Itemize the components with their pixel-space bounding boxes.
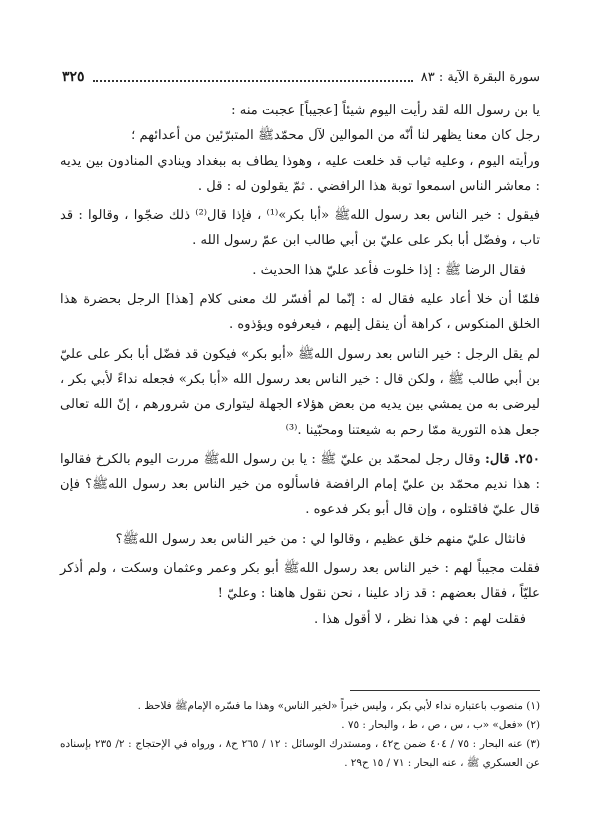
text-paragraph: ورأيته اليوم ، وعليه ثياب قد خلعت عليه ، وهوذا يطاف به ببغداد وينادي المنادون بين يديه : معاشر الناس اسمعوا توبة هذا الرافضي . ثمّ يقولون له : قل . [60,153,540,194]
text-paragraph: فقال الرضا ﷺ : إذا خلوت فأعد عليّ هذا الحديث . [252,262,526,278]
text-paragraph: فلمّا أن خلا أعاد عليه فقال له : إنّما لم أفسّر لك معنى كلام [هذا] الرجل بحضرة هذا الخلق المنكوس ، كراهة أن ينقل إليهم ، فيعرفوه ويؤذوه . [60,292,540,333]
section-number: ٢٥٠. [514,451,541,467]
section-text: وقال رجل لمحمّد بن عليّ ﷺ : يا بن رسول اللهﷺ مررت اليوم بالكرخ فقالوا : هذا نديم محمّد بن عليّ إمام الرافضة فاسألوه من خير الناس بعد رسول اللهﷺ؟ فإن قال عليّ فاقتلوه ، وإن قال أبو بكر فدعوه . [60,451,540,518]
text-paragraph: فقلت لهم : في هذا نظر ، لا أقول هذا . [314,611,526,627]
footnotes [60,697,540,773]
text-paragraph: يا بن رسول الله لقد رأيت اليوم شيئاً [عجيباً] عجبت منه : [231,103,540,118]
running-title: سورة البقرة الآية : ٨٣ [420,69,540,85]
text-paragraph: فيقول : خير الناس بعد رسول اللهﷺ «أبا بكر»⁽¹⁾ ، فإذا قال⁽²⁾ ذلك ضجّوا ، وقالوا : قد تاب ، وفضّل أبا بكر على عليّ بن أبي طالب ابن عمّ رسول الله . [60,208,540,249]
text-paragraph: فانثال عليّ منهم خلق عظيم ، وقالوا لي : من خير الناس بعد رسول اللهﷺ؟ [115,531,526,547]
text-paragraph: فقلت مجيباً لهم : خير الناس بعد رسول اللهﷺ أبو بكر وعمر وعثمان وسكت ، ولم أذكر عليّاً ، فقال بعضهم : قد زاد علينا ، نحن نقول هاهنا : وعليّ ! [60,561,540,602]
footnote: (١) منصوب باعتباره نداء لأبي بكر ، وليس خبراً «لخير الناس» وهذا ما فسّره الإمامﷺ فلاحظ . [137,700,540,712]
text-paragraph: لم يقل الرجل : خير الناس بعد رسول اللهﷺ «أبو بكر» فيكون قد فضّل أبا بكر على عليّ بن أبي طالب ﷺ ، ولكن قال : خير الناس بعد رسول الله «أبا بكر» فجعله نداءً لأبي بكر ، ليرضى به من يمشي بين يديه من بعض هؤلاء الجهلة ليتوارى من شرورهم ، إنّ الله تعالى جعل هذه التورية ممّا رحم به شيعتنا ومحبّينا .⁽³⁾ [60,346,540,438]
text-paragraph: رجل كان معنا يظهر لنا أنّه من الموالين لآل محمّدﷺ المتبرّئين من أعدائهم ؛ [131,128,540,144]
footnote: (٢) «فعل» «ب ، س ، ص ، ط ، والبحار : ٧٥ . [341,719,540,731]
main-text [60,98,540,632]
footnote: (٣) عنه البحار : ٧٥ / ٤٠٤ ضمن ح٤٢ ، ومستدرك الوسائل : ١٢ / ٢٦٥ ح٨ ، ورواه في الإحتجاج : ٢/ ٢٣٥ بإسناده عن العسكري ﷺ ، عنه البحار : ٧١ / ١٥ ح٢٩ . [60,738,540,769]
header-dotted-leader [93,80,413,82]
section-paragraph [60,447,540,523]
page-header [62,66,540,88]
section-label: قال: [484,451,510,467]
page-number: ٣٢٥ [62,69,85,85]
footnote-divider [350,690,540,691]
